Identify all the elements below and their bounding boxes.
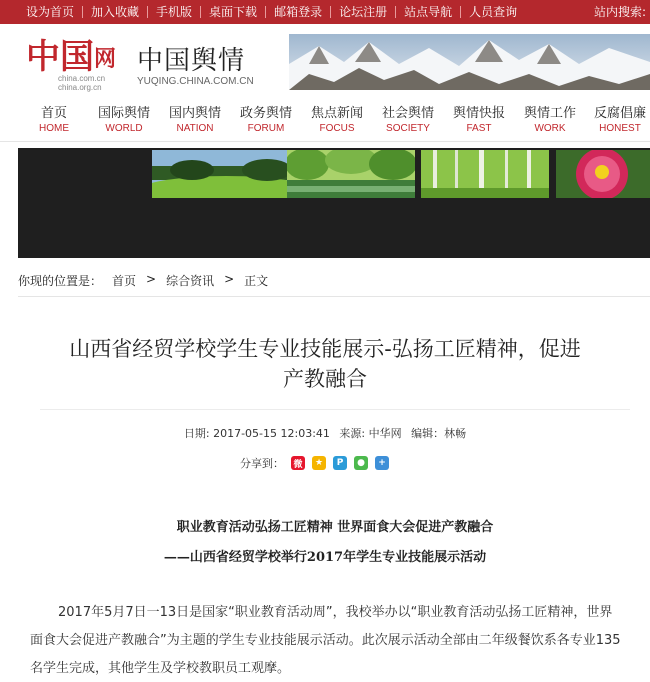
nav-sublabel: HONEST xyxy=(599,123,641,134)
breadcrumb-home[interactable]: 首页 xyxy=(112,274,137,288)
nav-item-focus[interactable] xyxy=(301,106,373,136)
nav-label: 政务舆情 xyxy=(239,106,292,121)
article-title-line: 产教融合 xyxy=(283,367,367,391)
breadcrumb xyxy=(18,272,278,289)
nav-item-honest[interactable] xyxy=(584,106,650,136)
nav-label: 社会舆情 xyxy=(381,106,434,121)
top-bar xyxy=(0,0,650,24)
mountain-banner xyxy=(289,34,650,90)
golf-course-image[interactable] xyxy=(152,150,300,198)
article-paragraph: 2017年5月7日一13日是国家“职业教育活动周”，我校举办以“职业教育活动弘扬工匠精神，世界面食大会促进产教融合”为主题的学生专业技能展示活动。此次展示活动全部由二年级餐饮系各专业135名学生完成，其他学生及学校教职员工观摩。 xyxy=(30,605,621,676)
breadcrumb-separator: > xyxy=(224,272,235,286)
mobile-link[interactable]: 手机版 xyxy=(156,5,193,19)
set-homepage-link[interactable]: 设为首页 xyxy=(26,5,75,19)
tencent-weibo-share-icon[interactable]: P xyxy=(333,456,347,470)
nav-sublabel: HOME xyxy=(39,123,69,134)
article-editor: 编辑：林畅 xyxy=(411,427,467,440)
svg-text:中国: 中国 xyxy=(26,37,94,77)
breadcrumb-news[interactable]: 综合资讯 xyxy=(166,274,215,288)
nav-item-fast[interactable] xyxy=(443,106,515,136)
mail-login-link[interactable]: 邮箱登录 xyxy=(274,5,323,19)
svg-text:china.com.cn: china.com.cn xyxy=(58,74,106,83)
site-nav-link[interactable]: 站点导航 xyxy=(404,5,453,19)
desktop-download-link[interactable]: 桌面下载 xyxy=(209,5,258,19)
nav-sublabel: FORUM xyxy=(247,123,285,134)
nav-item-work[interactable] xyxy=(514,106,586,136)
breadcrumb-current: 正文 xyxy=(244,274,269,288)
article-lead-heading: 职业教育活动弘扬工匠精神 世界面食大会促进产教融合 xyxy=(176,520,494,535)
nav-item-society[interactable] xyxy=(372,106,444,136)
article-title-line: 山西省经贸学校学生专业技能展示-弘扬工匠精神，促进 xyxy=(69,337,581,361)
divider xyxy=(18,296,650,297)
article-title xyxy=(20,334,630,394)
nav-sublabel: FAST xyxy=(466,123,492,134)
more-share-icon[interactable]: + xyxy=(375,456,389,470)
wechat-share-icon[interactable]: ● xyxy=(354,456,368,470)
breadcrumb-separator: > xyxy=(146,272,157,286)
share-label: 分享到： xyxy=(240,457,284,470)
nav-label: 焦点新闻 xyxy=(310,106,363,121)
image-strip xyxy=(18,148,650,258)
staff-search-link[interactable]: 人员查询 xyxy=(469,5,518,19)
nav-label: 国际舆情 xyxy=(97,106,150,121)
nav-item-forum[interactable] xyxy=(230,106,302,136)
nav-label: 反腐倡廉 xyxy=(593,106,646,121)
nav-sublabel: WORK xyxy=(534,123,566,134)
site-title: 中国舆情 xyxy=(137,46,246,76)
weibo-share-icon[interactable]: 微 xyxy=(291,456,305,470)
nav-label: 首页 xyxy=(40,106,67,121)
header xyxy=(0,24,650,98)
svg-text:网: 网 xyxy=(94,47,117,72)
nav-item-home[interactable] xyxy=(18,106,90,136)
article-date: 日期: 2017-05-15 12:03:41 xyxy=(183,427,330,440)
breadcrumb-label: 你现的位置是： xyxy=(18,274,103,288)
main-nav xyxy=(0,100,650,142)
qzone-share-icon[interactable]: ★ xyxy=(312,456,326,470)
divider xyxy=(40,409,630,410)
site-url: YUQING.CHINA.COM.CN xyxy=(137,76,254,87)
china-net-logo[interactable] xyxy=(24,32,124,92)
birch-forest-image[interactable] xyxy=(421,150,549,198)
nav-label: 舆情工作 xyxy=(523,106,576,121)
nav-item-nation[interactable] xyxy=(159,106,231,136)
article-lead-subheading: ——山西省经贸学校举行2017年学生专业技能展示活动 xyxy=(163,550,487,565)
nav-sublabel: NATION xyxy=(176,123,214,134)
forum-register-link[interactable]: 论坛注册 xyxy=(339,5,388,19)
green-lake-image[interactable] xyxy=(287,150,415,198)
flower-image[interactable] xyxy=(556,150,650,198)
nav-item-world[interactable] xyxy=(88,106,160,136)
site-search-label[interactable]: 站内搜索: xyxy=(593,5,646,19)
svg-text:china.org.cn: china.org.cn xyxy=(58,83,102,92)
share-bar xyxy=(240,455,389,471)
nav-label: 舆情快报 xyxy=(452,106,505,121)
article-meta xyxy=(0,425,650,441)
add-favorite-link[interactable]: 加入收藏 xyxy=(91,5,140,19)
nav-sublabel: SOCIETY xyxy=(386,123,430,134)
top-links xyxy=(18,0,525,24)
nav-sublabel: WORLD xyxy=(105,123,143,134)
nav-label: 国内舆情 xyxy=(168,106,221,121)
article-source: 来源: 中华网 xyxy=(339,427,402,440)
nav-sublabel: FOCUS xyxy=(319,123,355,134)
